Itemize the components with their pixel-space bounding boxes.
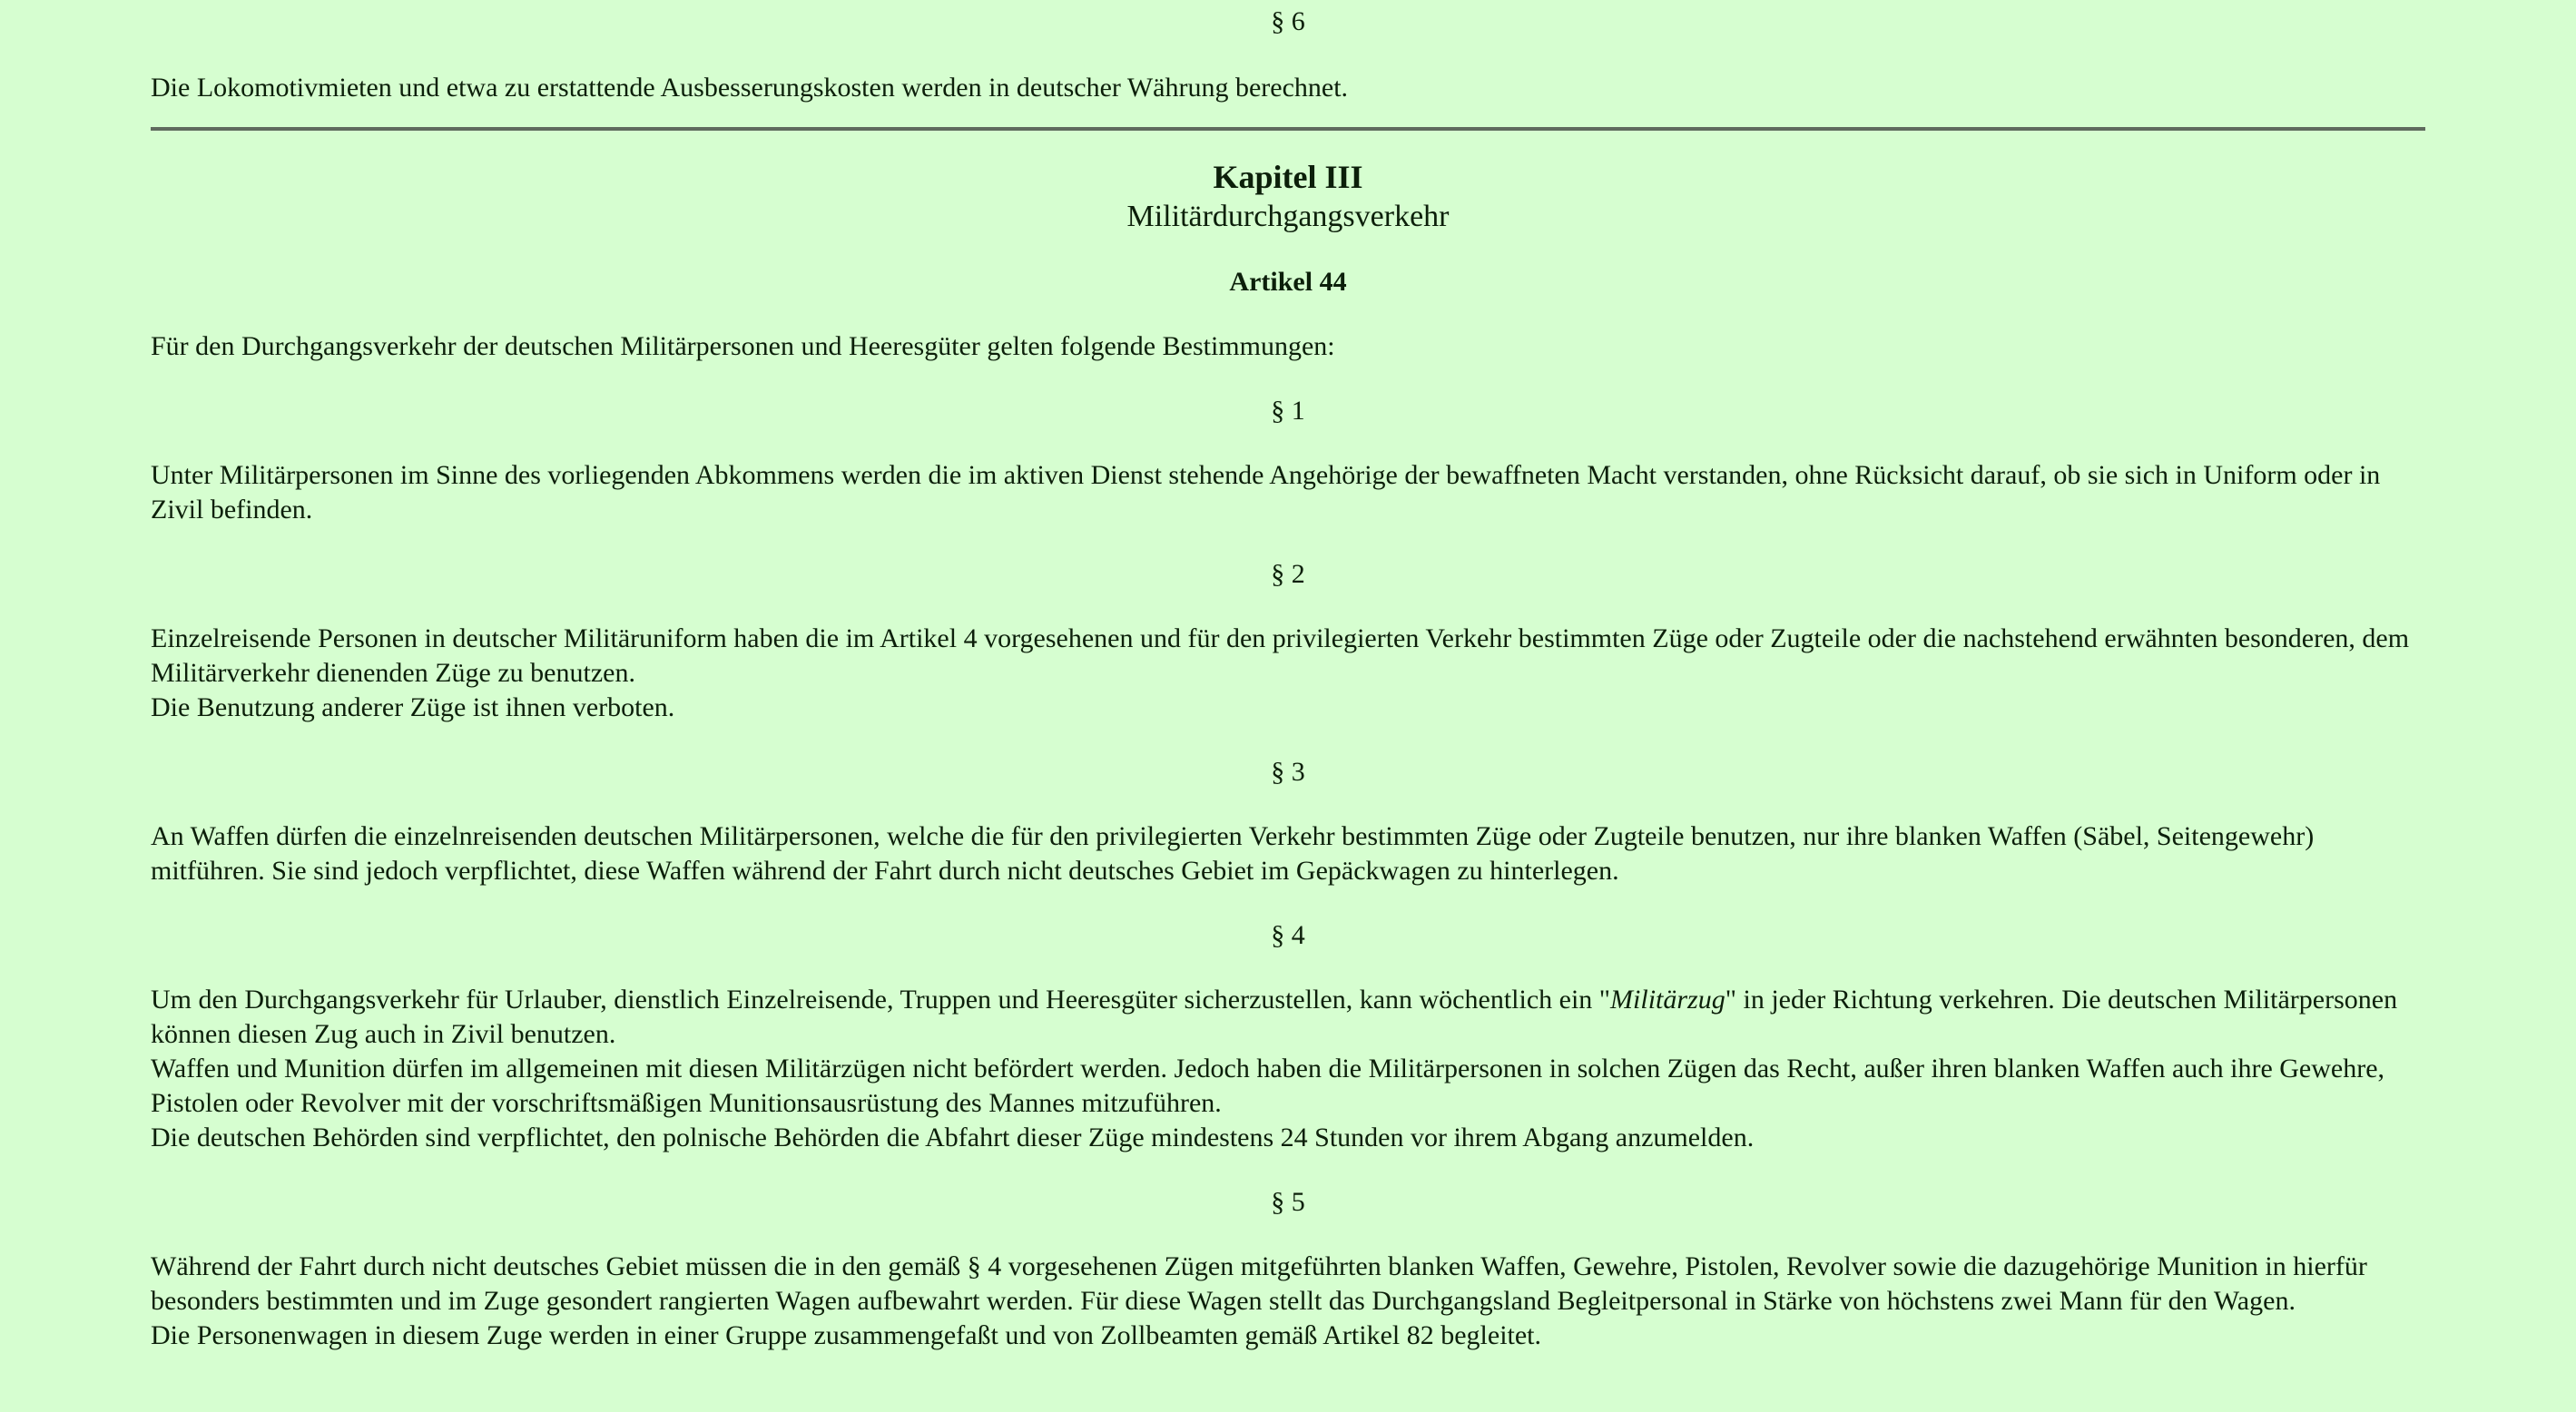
section-1-mark: § 1: [1271, 396, 1305, 426]
article-title: Artikel 44: [1229, 267, 1347, 297]
section-3-mark: § 3: [1271, 757, 1305, 787]
section-5-paragraph-2: Die Personenwagen in diesem Zuge werden in einer Gruppe zusammengefaßt und von Zollbeamten gemäß Artikel 82 begleitet.: [151, 1320, 1542, 1350]
section-4-p1-after: " in jeder Richtung verkehren. Die deutschen Militärpersonen können diesen Zug auch in Zivil benutzen.: [151, 985, 2398, 1049]
article-intro: Für den Durchgangsverkehr der deutschen Militärpersonen und Heeresgüter gelten folgende Bestimmungen:: [151, 331, 1335, 361]
section-1-text: Unter Militärpersonen im Sinne des vorliegenden Abkommens werden die im aktiven Dienst stehende Angehörige der bewaffneten Macht verstanden, ohne Rücksicht darauf, ob sie sich in Uniform oder in Zivil befinden.: [151, 460, 2381, 525]
section-2-body: [151, 622, 2425, 725]
chapter-title: Kapitel III: [1213, 159, 1363, 195]
section-5-paragraph-1: Während der Fahrt durch nicht deutsches Gebiet müssen die in den gemäß § 4 vorgesehenen Zügen mitgeführten blanken Waffen, Gewehre, Pistolen, Revolver sowie die dazugehörige Munition in hierfür besonders bestimmten und im Zuge gesondert rangierten Wagen aufbewahrt werden. Für diese Wagen stellt das Durchgangsland Begleitpersonal in Stärke von höchstens zwei Mann für den Wagen.: [151, 1251, 2367, 1316]
section-2-paragraph-1: Einzelreisende Personen in deutscher Militäruniform haben die im Artikel 4 vorgesehenen und für den privilegierten Verkehr bestimmten Züge oder Zugteile oder die nachstehend erwähnten besonderen, dem Militärverkehr dienenden Züge zu benutzen.: [151, 623, 2410, 688]
section-5-body: [151, 1250, 2425, 1353]
section-3-text: An Waffen dürfen die einzelnreisenden deutschen Militärpersonen, welche die für den privilegierten Verkehr bestimmten Züge oder Zugteile benutzen, nur ihre blanken Waffen (Säbel, Seitengewehr) mitführen. Sie sind jedoch verpflichtet, diese Waffen während der Fahrt durch nicht deutsches Gebiet im Gepäckwagen zu hinterlegen.: [151, 821, 2315, 886]
section-4-body: [151, 983, 2425, 1155]
section-2-paragraph-2: Die Benutzung anderer Züge ist ihnen verboten.: [151, 692, 675, 722]
horizontal-divider: [151, 127, 2425, 131]
section-6-text: Die Lokomotivmieten und etwa zu erstattende Ausbesserungskosten werden in deutscher Währung berechnet.: [151, 73, 1349, 103]
section-4-mark: § 4: [1271, 920, 1305, 950]
section-4-paragraph-2: Waffen und Munition dürfen im allgemeinen mit diesen Militärzügen nicht befördert werden. Jedoch haben die Militärpersonen in solchen Zügen das Recht, außer ihren blanken Waffen auch ihre Gewehre, Pistolen oder Revolver mit der vorschriftsmäßigen Munitionsausrüstung des Mannes mitzuführen.: [151, 1054, 2385, 1118]
section-6-mark: § 6: [1271, 6, 1305, 36]
section-2-mark: § 2: [1271, 559, 1305, 589]
section-5-mark: § 5: [1271, 1187, 1305, 1217]
chapter-subtitle: Militärdurchgangsverkehr: [1126, 200, 1450, 233]
section-4-p1-emphasis: Militärzug: [1610, 985, 1726, 1015]
section-4-paragraph-1: [151, 983, 2425, 1052]
section-4-p1-before: Um den Durchgangsverkehr für Urlauber, dienstlich Einzelreisende, Truppen und Heeresgüter sicherzustellen, kann wöchentlich ein ": [151, 985, 1611, 1015]
section-4-paragraph-3: Die deutschen Behörden sind verpflichtet, den polnische Behörden die Abfahrt dieser Züge mindestens 24 Stunden vor ihrem Abgang anzumelden.: [151, 1123, 1755, 1152]
